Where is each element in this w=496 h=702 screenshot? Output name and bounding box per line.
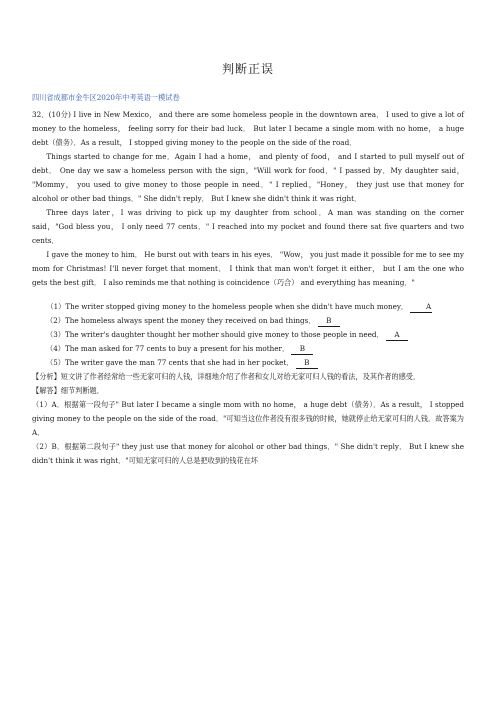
answer-blank: B [291, 344, 313, 355]
analysis-text: 【分析】短文讲了作者经常给一些无家可归的人钱，详细地介绍了作者和女儿对给无家可归人钱的看法，及其作者的感受． [32, 372, 421, 381]
answer-blank: B [296, 358, 318, 369]
question-item [32, 342, 464, 356]
solution-title: 【解答】细节判断题． [32, 386, 104, 395]
passage-paragraph: Three days later，I was driving to pick up my daughter from school．A man was standing on the corner said，"God bless you， I only need 77 cents．" I reached into my pocket and found there sat five quarters and two cents． [32, 208, 464, 245]
content-body [32, 108, 464, 468]
question-item [32, 300, 464, 314]
question-text: （5）The writer gave the man 77 cents that she had in her pocket． [46, 358, 294, 367]
question-text: （3）The writer's daughter thought her mother should give money to those people in need． [46, 330, 384, 339]
passage-paragraph: I gave the money to him． He burst out with tears in his eyes． "Wow， you just made it possible for me to see my mom for Christmas! I'll never forget that moment． I think that man won't forget it either， but I am the one who gets the best gift． I also reminds me that nothing is coincidence（巧合） and everything has meaning．" [32, 250, 464, 287]
question-item [32, 314, 464, 328]
question-text: （2）The homeless always spent the money they received on bad things． [46, 316, 316, 325]
answer-blank: A [410, 302, 432, 313]
page-title: 判断正误 [221, 62, 274, 76]
question-text: （1）The writer stopped giving money to the homeless people when she didn't have much money． [46, 302, 409, 311]
question-text: （4）The man asked for 77 cents to buy a present for his mother． [46, 344, 290, 353]
question-item [32, 356, 464, 370]
question-item [32, 328, 464, 342]
passage-paragraph: 32．(10分) I live in New Mexico， and there are some homeless people in the downtown area． I used to give a lot of money to the homeless， feeling sorry for their bad luck． But later I became a single mom with no home， a huge debt（债务）．As a result， I stopped giving money to the people on the side of the road． [32, 110, 464, 147]
exam-source: 四川省成都市金牛区2020年中考英语一模试卷 [32, 93, 180, 102]
answer-blank: A [386, 330, 408, 341]
solution-item: （1）A．根据第一段句子" But later I became a single mom with no home， a huge debt（债务）．As a result， I stopped giving money to the people on the side of the road．"可知当这位作者没有很多钱的时候，她就停止给无家可归的人钱．故答案为A． [32, 400, 464, 437]
answer-blank: B [318, 316, 340, 327]
passage-paragraph: Things started to change for me．Again I had a home， and plenty of food， and I started to pull myself out of debt． One day we saw a homeless person with the sign，"Will work for food．" I passed by．My daughter said， "Mommy， you used to give money to those people in need．" I replied，"Honey， they just use that money for alcohol or other bad things．" She didn't reply． But I knew she didn't think it was right． [32, 152, 464, 203]
solution-item: （2）B．根据第二段句子" they just use that money for alcohol or other bad things．" She didn't reply． But I knew she didn't think it was right．"可知无家可归的人总是把收到的钱花在坏 [32, 442, 464, 465]
